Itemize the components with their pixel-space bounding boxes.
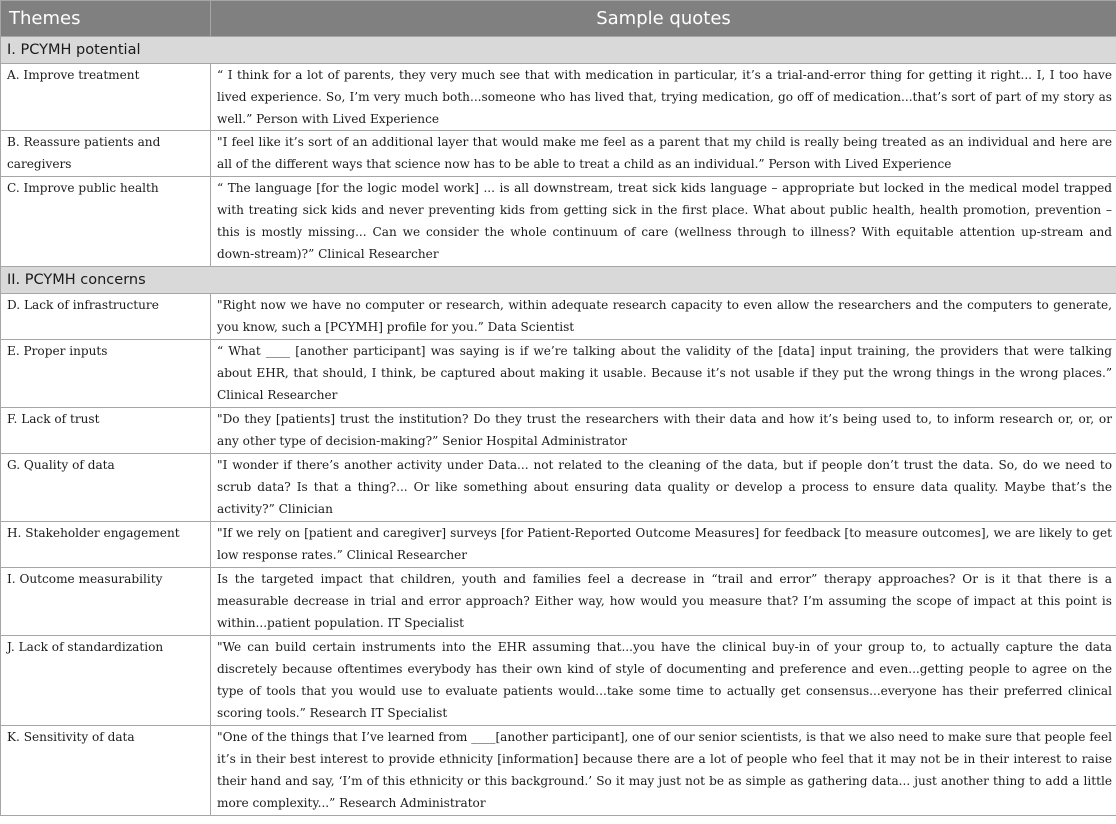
table-row (1, 64, 1116, 131)
header-row (1, 1, 1116, 37)
theme-cell: E. Proper inputs (1, 340, 211, 408)
column-header-themes: Themes (1, 1, 211, 37)
quote-cell: "If we rely on [patient and caregiver] surveys [for Patient-Reported Outcome Measures] for feedback [to measure outcomes], we are likely to get low response rates.” Clinical Researcher (211, 522, 1116, 568)
theme-cell: J. Lack of standardization (1, 636, 211, 726)
section-title: I. PCYMH potential (1, 37, 1116, 64)
quote-cell: “ The language [for the logic model work] ... is all downstream, treat sick kids language – appropriate but locked in the medical model trapped with treating sick kids and never preventing kids from getting sick in the first place. What about public health, health promotion, prevention – this is mostly missing... Can we consider the whole continuum of care (wellness through to illness? With equitable attention up-stream and down-stream)?” Clinical Researcher (211, 177, 1116, 267)
column-header-sample-quotes: Sample quotes (211, 1, 1116, 37)
quote-cell: "I feel like it’s sort of an additional layer that would make me feel as a parent that my child is really being treated as an individual and here are all of the different ways that science now has to be able to treat a child as an individual.” Person with Lived Experience (211, 131, 1116, 177)
quote-cell: "Do they [patients] trust the institution? Do they trust the researchers with their data and how it’s being used to, to inform research or, or, or any other type of decision-making?” Senior Hospital Administrator (211, 408, 1116, 454)
section-row-potential (1, 37, 1116, 64)
theme-cell: F. Lack of trust (1, 408, 211, 454)
section-row-concerns (1, 267, 1116, 294)
theme-cell: H. Stakeholder engagement (1, 522, 211, 568)
table-row (1, 726, 1116, 816)
theme-cell: G. Quality of data (1, 454, 211, 522)
table-row (1, 408, 1116, 454)
section-title: II. PCYMH concerns (1, 267, 1116, 294)
theme-cell: K. Sensitivity of data (1, 726, 211, 816)
quote-cell: "We can build certain instruments into the EHR assuming that...you have the clinical buy-in of your group to, to actually capture the data discretely because oftentimes everybody has their own kind of style of documenting and preference and even...getting people to agree on the type of tools that you would use to evaluate patients would...take some time to actually get consensus...everyone has their preferred clinical scoring tools.” Research IT Specialist (211, 636, 1116, 726)
table-row (1, 636, 1116, 726)
theme-cell: C. Improve public health (1, 177, 211, 267)
theme-cell: I. Outcome measurability (1, 568, 211, 636)
theme-cell: A. Improve treatment (1, 64, 211, 131)
table-row (1, 568, 1116, 636)
table-header (1, 1, 1116, 37)
quote-cell: “ What ____ [another participant] was saying is if we’re talking about the validity of the [data] input training, the providers that were talking about EHR, that should, I think, be captured about making it usable. Because it’s not usable if they put the wrong things in the wrong places.” Clinical Researcher (211, 340, 1116, 408)
theme-cell: B. Reassure patients and caregivers (1, 131, 211, 177)
theme-cell: D. Lack of infrastructure (1, 294, 211, 340)
quote-cell: "One of the things that I’ve learned from ____[another participant], one of our senior scientists, is that we also need to make sure that people feel it’s in their best interest to provide ethnicity [information] because there are a lot of people who feel that it may not be in their interest to raise their hand and say, ‘I’m of this ethnicity or this background.’ So it may just not be as simple as gathering data... just another thing to add a little more complexity...” Research Administrator (211, 726, 1116, 816)
quote-cell: "Right now we have no computer or research, within adequate research capacity to even allow the researchers and the computers to generate, you know, such a [PCYMH] profile for you.” Data Scientist (211, 294, 1116, 340)
table-row (1, 454, 1116, 522)
table-row (1, 131, 1116, 177)
table-row (1, 522, 1116, 568)
quote-cell: “ I think for a lot of parents, they very much see that with medication in particular, it’s a trial-and-error thing for getting it right... I, I too have lived experience. So, I’m very much both...someone who has lived that, trying medication, go off of medication...that’s sort of part of my story as well.” Person with Lived Experience (211, 64, 1116, 131)
quote-cell: "I wonder if there’s another activity under Data... not related to the cleaning of the data, but if people don’t trust the data. So, do we need to scrub data? Is that a thing?... Or like something about ensuring data quality or develop a process to ensure data quality. Maybe that’s the activity?” Clinician (211, 454, 1116, 522)
quote-cell: Is the targeted impact that children, youth and families feel a decrease in “trail and error” therapy approaches? Or is it that there is a measurable decrease in trial and error approach? Either way, how would you measure that? I’m assuming the scope of impact at this point is within...patient population. IT Specialist (211, 568, 1116, 636)
table-row (1, 177, 1116, 267)
table-row (1, 294, 1116, 340)
table-body (1, 37, 1116, 816)
table-row (1, 340, 1116, 408)
